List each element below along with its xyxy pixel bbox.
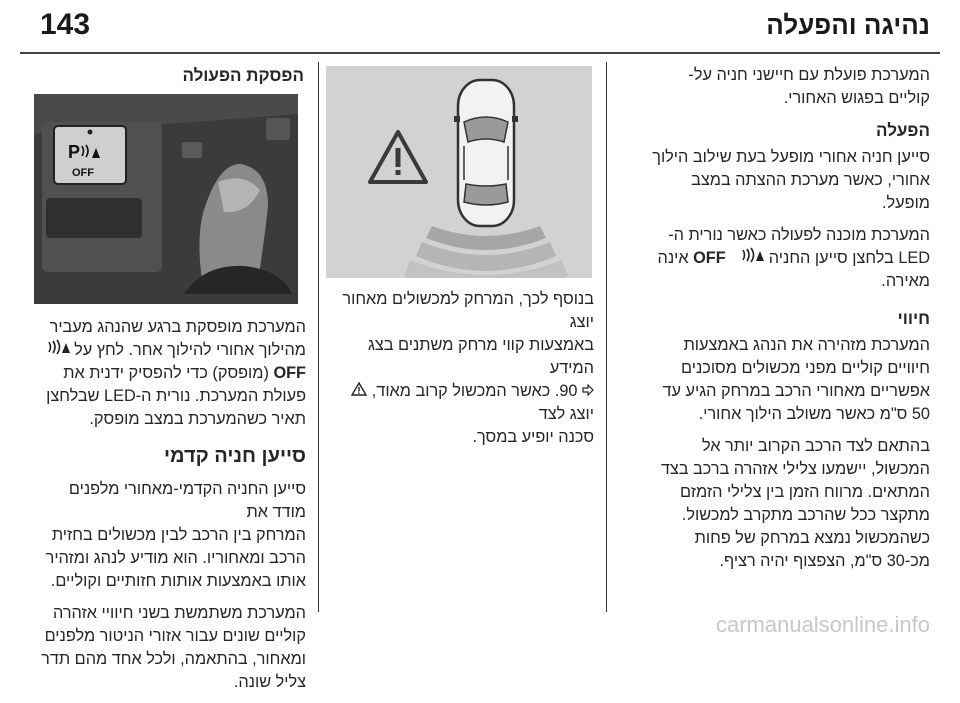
- text-line: באמצעות קווי מרחק משתנים בצג המידע: [368, 336, 594, 377]
- text-line: אינה: [658, 249, 689, 267]
- text-line: אחורי, כאשר מערכת ההצתה במצב: [691, 171, 930, 189]
- text-line: אותו באמצעות אותות חזותיים וקוליים.: [51, 572, 306, 590]
- text-line: כשהמכשול נמצא במרחק של פחות: [695, 529, 930, 547]
- text-line: בנוסף לכך, המרחק למכשולים מאחור יוצג: [342, 290, 594, 331]
- text-line: צליל שונה.: [234, 673, 306, 691]
- activation-paragraph-2: [618, 224, 930, 293]
- off-label: OFF: [693, 249, 726, 267]
- page-header: [0, 0, 960, 62]
- text-line: (מופסק) כדי להפסיק ידנית את: [63, 364, 269, 382]
- middle-column: [326, 288, 594, 458]
- text-line: יוצג לצד: [539, 405, 594, 423]
- text-line: בהתאם לצד הרכב הקרוב יותר אל: [702, 437, 930, 455]
- watermark: carmanualsonline.info: [716, 612, 930, 638]
- warning-triangle-icon: [351, 380, 367, 403]
- front-parking-heading: סייען חניה קדמי: [34, 445, 306, 468]
- text-line: אפשריים מאחורי הרכב במרחק הגיע עד: [663, 382, 931, 400]
- parking-assist-button: [54, 126, 126, 184]
- text-line: המערכת מוכנה לפעולה כאשר נורית ה-: [668, 226, 930, 244]
- off-label: OFF: [273, 364, 306, 382]
- car-top-view-icon: [454, 80, 518, 226]
- parking-sensor-icon: [730, 247, 764, 270]
- activation-heading: הפעלה: [618, 119, 930, 142]
- parking-display-figure: [326, 66, 592, 278]
- text-line: קוליים שונים עבור אזורי הניטור מלפנים: [45, 627, 306, 645]
- text-line: 50 ס"מ כאשר משולב הילוך אחורי.: [699, 405, 930, 423]
- text-line: פעולת המערכת. נורית ה-LED שבלחצן: [46, 387, 306, 405]
- parking-sensor-icon: [36, 339, 70, 362]
- header-rule: [20, 52, 940, 54]
- text-line: . כאשר המכשול קרוב מאוד,: [372, 382, 560, 400]
- signal-heading: חיווי: [618, 307, 930, 330]
- column-divider-right: [606, 62, 607, 612]
- arrow-right-icon: [582, 380, 594, 403]
- deactivation-heading: הפסקת הפעולה: [34, 64, 304, 87]
- text-line: מכ-30 ס"מ, הצפצוף יהיה רציף.: [720, 552, 931, 570]
- front-parking-paragraph-2: [34, 602, 306, 694]
- text-line: המערכת מזהירה את הנהג באמצעות: [684, 336, 930, 354]
- activation-paragraph-1: [618, 146, 930, 215]
- text-line: מופעל.: [882, 194, 930, 212]
- left-column-title-block: [34, 64, 304, 91]
- text-line: מתקצר ככל שהרכב מתקרב למכשול.: [682, 506, 930, 524]
- text-line: המרחק בין הרכב לבין מכשולים בחזית: [52, 526, 306, 544]
- text-line: ומאחור, בהתאמה, ולכל אחד מהם תדר: [41, 650, 306, 668]
- text-line: קוליים בפגוש האחורי.: [784, 89, 930, 107]
- text-line: סכנה יופיע במסך.: [472, 428, 594, 446]
- signal-paragraph-2: [618, 435, 930, 573]
- front-parking-paragraph-1: [34, 478, 306, 593]
- text-line: הרכב ומאחוריו. הוא מודיע לנהג ומזהיר: [46, 549, 306, 567]
- chapter-title: נהיגה והפעלה: [766, 10, 930, 41]
- text-line: מהילוך אחורי להילוך אחר. לחץ על: [74, 341, 306, 359]
- text-line: המערכת מופסקת ברגע שהנהג מעביר: [50, 318, 306, 336]
- svg-text:OFF: OFF: [72, 167, 94, 179]
- text-line: סייען החניה הקדמי-מאחורי מלפנים מודד את: [69, 480, 306, 521]
- text-line: מאירה.: [881, 272, 930, 290]
- parking-button-photo: [34, 94, 298, 304]
- column-divider-left: [318, 62, 319, 612]
- left-column: [34, 316, 306, 703]
- text-line: סייען חניה אחורי מופעל בעת שילוב הילוך: [652, 148, 930, 166]
- right-column: [618, 64, 930, 582]
- deactivation-paragraph: [34, 316, 306, 431]
- text-line: תאיר כשהמערכת במצב מופסק.: [89, 410, 306, 428]
- text-line: המערכת משתמשת בשני חיוויי אזהרה: [53, 604, 306, 622]
- text-line: המערכת פועלת עם חיישני חניה על-: [688, 66, 930, 84]
- text-line: חיוויים קוליים מפני מכשולים מסוכנים: [681, 359, 930, 377]
- distance-paragraph: [326, 288, 594, 449]
- signal-paragraph-1: [618, 334, 930, 426]
- text-line: המכשול, יישמעו צלילי אזהרה ברכב בצד: [661, 460, 930, 478]
- page-number: 143: [40, 8, 90, 42]
- page-reference: 90: [559, 382, 577, 400]
- svg-text:P: P: [68, 142, 80, 162]
- intro-paragraph: [618, 64, 930, 110]
- text-line: המתאים. מרווח הזמן בין צלילי הזמזם: [680, 483, 930, 501]
- text-line: LED בלחצן סייען החניה: [769, 249, 930, 267]
